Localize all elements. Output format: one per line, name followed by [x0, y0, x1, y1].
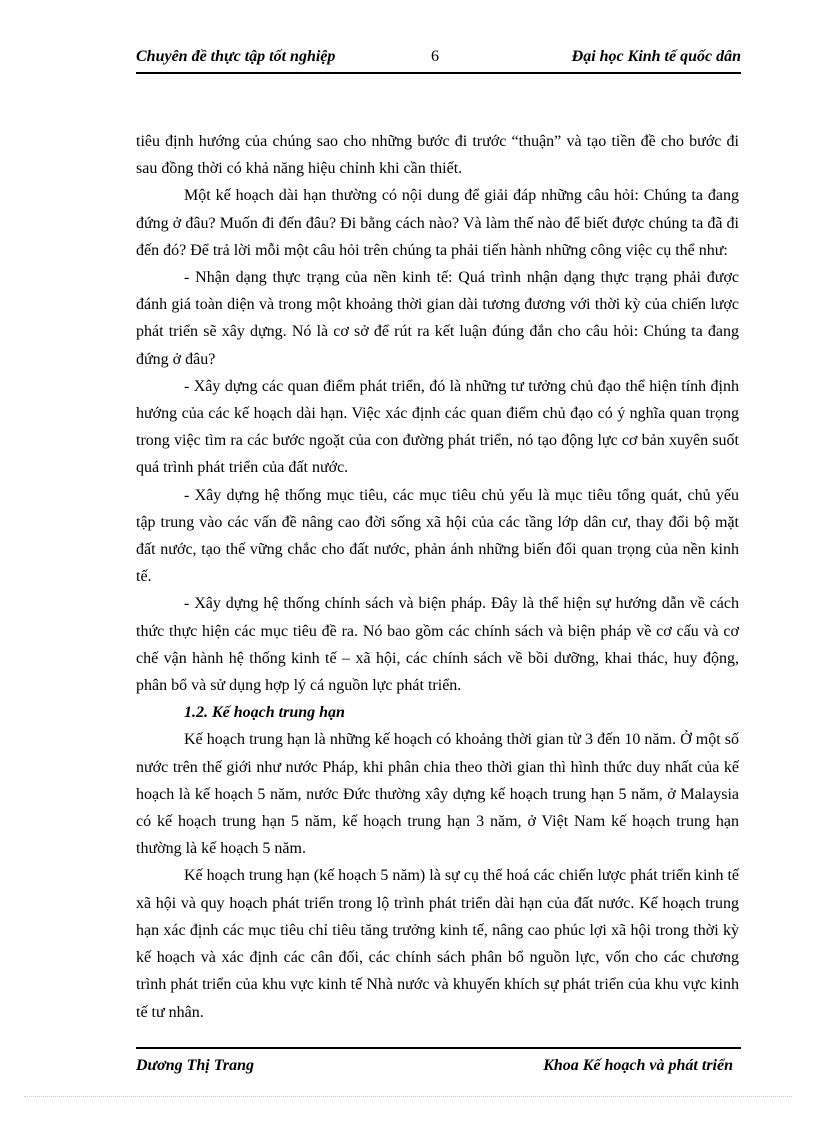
paragraph: Kế hoạch trung hạn là những kế hoạch có khoảng thời gian từ 3 đến 10 năm. Ở một số nước trên thế giới như nước Pháp, khi phân chia theo thời gian thì hình thức duy nhất của kế hoạch là kế hoạch 5 năm, nước Đức thường xây dựng kế hoạch trung hạn 5 năm, ở Malaysia có kế hoạch trung hạn 5 năm, kế hoạch trung hạn 3 năm, ở Việt Nam kế hoạch trung hạn thường là kế hoạch 5 năm.	[136, 731, 739, 858]
paragraph: Kế hoạch trung hạn (kế hoạch 5 năm) là sự cụ thể hoá các chiến lược phát triển kinh tế xã hội và quy hoạch phát triển trong lộ trình phát triển dài hạn của đất nước. Kế hoạch trung hạn xác định các mục tiêu chỉ tiêu tăng trưởng kinh tế, nâng cao phúc lợi xã hội trong thời kỳ kế hoạch và xác định các cân đối, các chính sách phân bổ nguồn lực, vốn cho các chương trình phát triển của khu vực kinh tế Nhà nước và khuyến khích sự phát triển của khu vực kinh tế tư nhân.	[136, 867, 739, 1021]
paragraph-bullet: - Xây dựng hệ thống chính sách và biện pháp. Đây là thể hiện sự hướng dẫn về cách thức thực hiện các mục tiêu đề ra. Nó bao gồm các chính sách và biện pháp về cơ cấu và cơ chế vận hành hệ thống kinh tế – xã hội, các chính sách về bồi dưỡng, khai thác, huy động, phân bổ và sử dụng hợp lý cá nguồn lực phát triển.	[136, 595, 739, 695]
page-header	[136, 48, 741, 74]
paragraph: Một kế hoạch dài hạn thường có nội dung để giải đáp những câu hỏi: Chúng ta đang đứng ở đâu? Muốn đi đến đâu? Đi bằng cách nào? Và làm thế nào để biết được chúng ta đã đi đến đó? Để trả lời mỗi một câu hỏi trên chúng ta phải tiến hành những công việc cụ thể như:	[136, 187, 739, 259]
footer-department: Khoa Kế hoạch và phát triển	[543, 1057, 733, 1074]
paragraph-continuation: tiêu định hướng của chúng sao cho những bước đi trước “thuận” và tạo tiền đề cho bước đi sau đồng thời có khả năng hiệu chỉnh khi cần thiết.	[136, 133, 739, 178]
body-text	[136, 128, 739, 1026]
page-bottom-divider	[24, 1096, 792, 1097]
footer-author: Dương Thị Trang	[136, 1057, 255, 1074]
header-university: Đại học Kinh tế quốc dân	[571, 48, 741, 65]
paragraph-bullet: - Xây dựng hệ thống mục tiêu, các mục tiêu chủ yếu là mục tiêu tổng quát, chủ yếu tập trung vào các vấn đề nâng cao đời sống xã hội của các tầng lớp dân cư, thay đổi bộ mặt đất nước, tạo thế vững chắc cho đất nước, phản ánh những biến đổi quan trọng của nền kinh tế.	[136, 486, 739, 586]
paragraph-bullet: - Xây dựng các quan điểm phát triển, đó là những tư tưởng chủ đạo thể hiện tính định hướng của các kế hoạch dài hạn. Việc xác định các quan điểm chủ đạo có ý nghĩa quan trọng trong việc tìm ra các bước ngoặt của con đường phát triển, nó tạo động lực cơ bản xuyên suốt quá trình phát triển của đất nước.	[136, 377, 739, 477]
header-document-title: Chuyên đề thực tập tốt nghiệp	[136, 48, 336, 65]
page-footer	[136, 1047, 741, 1075]
section-heading: 1.2. Kế hoạch trung hạn	[184, 704, 345, 722]
paragraph-bullet: - Nhận dạng thực trạng của nền kinh tế: Quá trình nhận dạng thực trạng phải được đánh giá toàn diện và trong một khoảng thời gian dài tương đương với thời kỳ của chiến lược phát triển sẽ xây dựng. Nó là cơ sở để rút ra kết luận đúng đắn cho câu hỏi: Chúng ta đang đứng ở đâu?	[136, 269, 739, 368]
header-page-number: 6	[431, 48, 439, 65]
